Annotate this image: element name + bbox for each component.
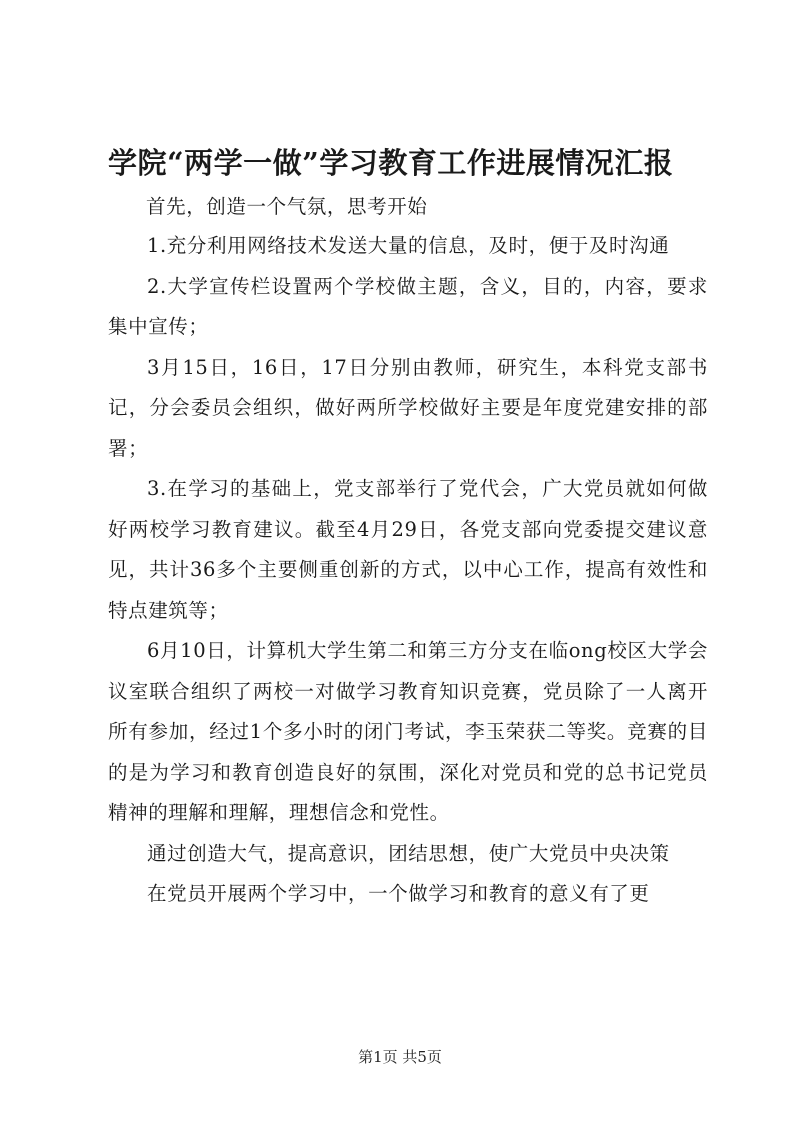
paragraph-7: 通过创造大气，提高意识，团结思想，使广大党员中央决策: [147, 841, 670, 865]
document-body: [108, 188, 708, 915]
paragraph-5: 3.在学习的基础上，党支部举行了党代会，广大党员就如何做好两校学习教育建议。截至4月29日，各党支部向党委提交建议意见，共计36多个主要侧重创新的方式，以中心工作，提高有效性和特点建筑等；: [108, 477, 708, 622]
paragraph-1: 首先，创造一个气氛，思考开始: [146, 195, 428, 218]
paragraph-6: 6月10日，计算机大学生第二和第三方分支在临ong校区大学会议室联合组织了两校一对做学习教育知识竞赛，党员除了一人离开所有参加，经过1个多小时的闭门考试，李玉荣获二等奖。竞赛的目的是为学习和教育创造良好的氛围，深化对党员和党的总书记党员精神的理解和理解，理想信念和党性。: [108, 639, 708, 824]
paragraph-8: 在党员开展两个学习中，一个做学习和教育的意义有了更: [147, 882, 650, 905]
paragraph-4: 3月15日，16日，17日分别由教师，研究生，本科党支部书记，分会委员会组织，做好两所学校做好主要是年度党建安排的部署；: [108, 355, 708, 460]
page-footer: 第1页 共5页: [358, 1048, 442, 1066]
document-title: 学院“两学一做”学习教育工作进展情况汇报: [108, 146, 674, 180]
paragraph-2: 1.充分利用网络技术发送大量的信息，及时，便于及时沟通: [147, 234, 670, 257]
paragraph-3: 2.大学宣传栏设置两个学校做主题，含义，目的，内容，要求集中宣传；: [108, 274, 708, 338]
